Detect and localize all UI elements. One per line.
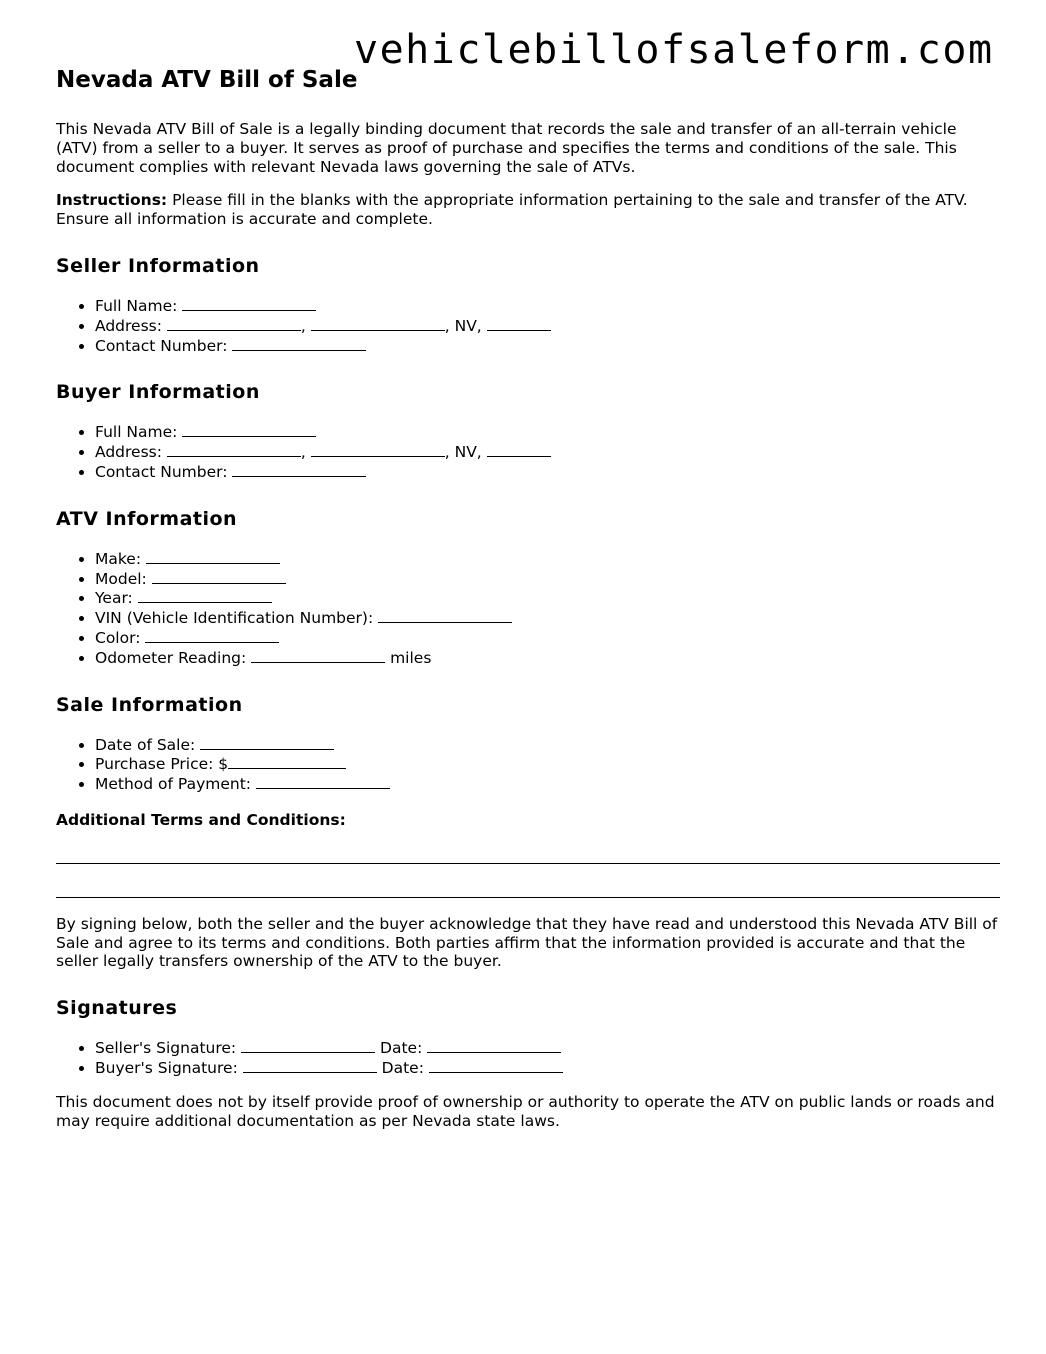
buyer-full-name-row: • Full Name: [95,422,1000,442]
bill-of-sale-document [56,66,1000,1145]
seller-street-field[interactable] [167,316,301,331]
sale-price-field[interactable] [228,754,346,769]
buyer-signature-field[interactable] [243,1058,377,1073]
additional-terms-heading: Additional Terms and Conditions: [56,810,346,829]
intro-paragraph: This Nevada ATV Bill of Sale is a legally binding document that records the sale and transfer of an all-terrain vehicle (ATV) from a seller to a buyer. It serves as proof of purchase and specifies the terms and conditions of the sale. This document complies with relevant Nevada laws governing the sale of ATVs. [56,120,957,176]
buyer-section-heading: Buyer Information [56,381,260,404]
atv-vin-row: • VIN (Vehicle Identification Number): [95,608,1000,628]
buyer-street-field[interactable] [167,442,301,457]
seller-signature-field[interactable] [241,1038,375,1053]
atv-odometer-field[interactable] [251,648,385,663]
seller-city-field[interactable] [311,316,445,331]
atv-make-row: • Make: [95,549,1000,569]
seller-zip-field[interactable] [487,316,551,331]
signatures-section-heading: Signatures [56,997,178,1020]
sale-method-row: • Method of Payment: [95,774,1000,794]
atv-color-row: • Color: [95,628,1000,648]
seller-address-row: • Address: , , NV, [95,316,1000,336]
buyer-address-row: • Address: , , NV, [95,442,1000,462]
additional-terms-line-2[interactable] [56,897,1000,898]
seller-section-heading: Seller Information [56,254,260,277]
signature-fields [56,1038,1000,1078]
instructions-label: Instructions: [56,191,168,210]
instructions-paragraph [56,191,1000,229]
buyer-city-field[interactable] [311,442,445,457]
seller-signature-date-field[interactable] [427,1038,561,1053]
acknowledgment-paragraph: By signing below, both the seller and the buyer acknowledge that they have read and understood this Nevada ATV Bill of Sale and agree to its terms and conditions. Both parties affirm that the information provided is accurate and that the seller legally transfers ownership of the ATV to the buyer. [56,914,998,971]
additional-terms-line-1[interactable] [56,863,1000,864]
buyer-signature-row: • Buyer's Signature: Date: [95,1058,1000,1078]
instructions-text: Please fill in the blanks with the appropriate information pertaining to the sale and transfer of the ATV. Ensure all information is accurate and complete. [56,191,968,229]
buyer-fields [56,422,1000,481]
buyer-full-name-field[interactable] [182,422,316,437]
sale-section-heading: Sale Information [56,693,243,716]
sale-date-field[interactable] [200,735,334,750]
seller-signature-row: • Seller's Signature: Date: [95,1038,1000,1058]
seller-fields [56,296,1000,355]
sale-date-row: • Date of Sale: [95,735,1000,755]
atv-year-row: • Year: [95,588,1000,608]
atv-make-field[interactable] [146,549,280,564]
seller-full-name-field[interactable] [182,296,316,311]
atv-year-field[interactable] [138,588,272,603]
buyer-contact-row: • Contact Number: [95,462,1000,482]
sale-fields [56,735,1000,794]
seller-contact-row: • Contact Number: [95,336,1000,356]
buyer-zip-field[interactable] [487,442,551,457]
seller-full-name-row: • Full Name: [95,296,1000,316]
atv-odometer-row: • Odometer Reading: miles [95,648,1000,668]
page-title: Nevada ATV Bill of Sale [56,67,358,93]
atv-vin-field[interactable] [378,608,512,623]
atv-model-field[interactable] [152,569,286,584]
seller-contact-field[interactable] [232,336,366,351]
buyer-signature-date-field[interactable] [429,1058,563,1073]
atv-fields [56,549,1000,668]
sale-price-row: • Purchase Price: $ [95,754,1000,774]
disclaimer-paragraph: This document does not by itself provide proof of ownership or authority to operate the ATV on public lands or roads and may require additional documentation as per Nevada state laws. [56,1092,995,1130]
atv-section-heading: ATV Information [56,507,238,530]
atv-color-field[interactable] [145,628,279,643]
sale-method-field[interactable] [256,774,390,789]
site-watermark: vehiclebillofsaleform.com [354,27,994,73]
atv-model-row: • Model: [95,569,1000,589]
buyer-contact-field[interactable] [232,462,366,477]
